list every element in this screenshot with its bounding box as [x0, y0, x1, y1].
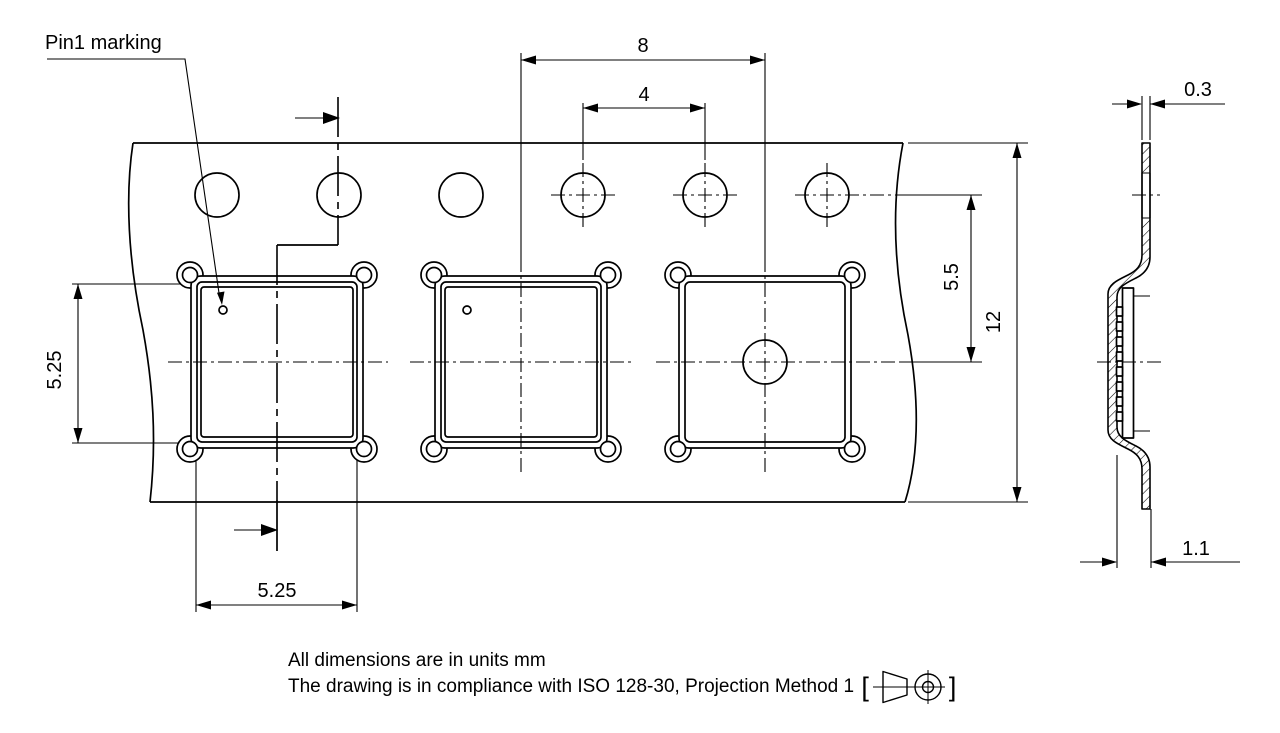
bracket-open: [: [861, 672, 869, 702]
note-units: All dimensions are in units mm: [288, 650, 546, 671]
first-angle-projection-icon: [871, 668, 947, 706]
hole-centerline: [551, 163, 615, 227]
section-arrow-bottom-icon: [261, 524, 278, 536]
sprocket-hole: [439, 173, 483, 217]
dim-text-pocket-pitch: 8: [637, 35, 649, 57]
side-view: [1080, 79, 1240, 568]
ext-lines-thickness: [1142, 96, 1150, 140]
dim-text-pocket-height: 5.25: [44, 350, 66, 390]
dim-text-tape-width: 12: [983, 310, 1005, 334]
sprocket-hole: [317, 173, 361, 217]
dim-tape-thickness: [1112, 79, 1225, 140]
note-compliance: [288, 674, 958, 700]
dim-text-pocket-width: 5.25: [257, 580, 297, 602]
pin1-leader-line: [47, 59, 219, 293]
tape-left-break-line: [129, 143, 154, 502]
dim-text-thickness: 0.3: [1184, 79, 1212, 101]
tape-right-break-line: [896, 143, 917, 502]
component-side-body: [1123, 288, 1134, 438]
dim-text-depth: 1.1: [1182, 538, 1210, 560]
bracket-close: ]: [948, 672, 957, 702]
sprocket-holes: [195, 163, 982, 227]
pin1-label: Pin1 marking: [45, 32, 162, 54]
pocket-mouth-steps: [1134, 296, 1150, 431]
note-compliance-text: The drawing is in compliance with ISO 128-30, Projection Method 1: [288, 676, 860, 697]
dim-pocket-depth: [1080, 455, 1240, 568]
hole-centerline: [673, 163, 737, 227]
dim-text-hole-to-pocket: 5.5: [941, 263, 963, 291]
sprocket-hole: [195, 173, 239, 217]
drawing-notes: [288, 648, 958, 700]
dim-text-hole-pitch: 4: [638, 84, 650, 106]
